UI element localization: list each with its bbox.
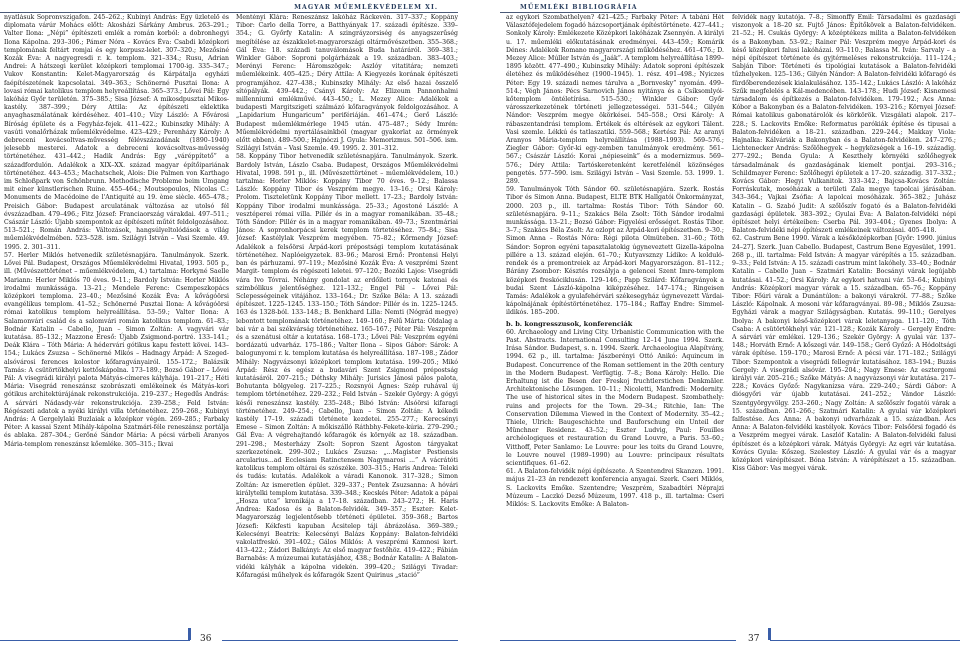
left-footer-bar <box>188 628 191 640</box>
right-header-rule <box>500 12 960 13</box>
right-footer-bar <box>768 628 771 640</box>
left-col2-para-2: 58. Koppány Tibor hetvenedik születésnapjára. Tanulmányok. Szerk. Bardoly István, Lászlo Csaba. Budapest, Országos Műemlékvédelmi Hivatal, 1998. 591 p., ill. (Művészettörténet – műemlékvédelem, 10.) tartalma: Horler Miklós: Koppány Tibor 70 éves. 9–12.; Balassa László: Koppány Tibor és Veszprém megye. 13–16.; Orsi Károly: Prolom. Tiszteletünk Koppány Tibor mellett. 17–23.; Bardoly István: Koppány Tibor irodalmi munkássága. 25–33.; Agostoné László: A vesztéperei római villa. Pillér és in a magyar romanikában. 35–48.; Tóth Sándor: Pillér és in a magyar romanikában. 49–73.; Szentmáriai János: A sopronhorpácsi kerek templom törtetéséhez. 75–84.; Sisa József: Kastélylak Veszprém megyében. 75–82.; Kőrmendy József: Adalékok a felsőörsi Árpád-kori prépostsági templom kutatásának történetéhez. Naplóeigyzetek. 83–96.; Marosi Ernő: Prontensi Helyi ban és párhuzami. 97–119.; Mezősiné Kozák Éva: A veszprémi Szent Margit- templom és régészeti leletei. 97–120.; Bozóki Lajos: Visegrádi vára Ivo Tóvrai. Néhány gondolat az erdőileti tornyok katonai és szimbólikus jelentőséghez. 121–132.; Engel Pál – Lővei Pál: Sclepességeinek vitájához. 133–164.; Dr. Szőke Béla: A 13. századi építészet. 1225–1245. 133–150.; Tóth Sándor: Pillér és in. 1225–1245. 163 és 1328-ból. 133–148.; B. Benkhard Lilla: Nemti (Nógrád megye) lebontott templomának történetéhez. 149–160.; Felű Márta: Oldalag a bai vár a bai székvárság történetéhez. 165–167.; Péter Pál: Veszprém és a szenátusi oltár a kutatása. 168–173.; Lővei Pál: Veszprém egyéni bordázatú udvarház. 175–186.; Valter Ilona – Sipos Gábor: Sárok: A balogunyomi r. k. templom kutatása és helyreállítása. 187–198.; Zádor Mihály: Nagyvázsonyi középkori templom kutatása. 199–205.; Mikó Árpád: Rész és egész a budavári Szent Zsigmond prépostság kutatásáról. 207–215.; Déthsky Mihály: Jurisics Jánosi pálos palota, Bohutanta bölgyeleg. 217–225.; Rozsnyói Ágnes: Szép ruhával új templom történetéhez. 229–232.; Feld István – Szekér György: A gógyi késői reneszánsz kastély. 235–248.; Bibó István: Alsóörsi kifaragi történetéhez. 249–254.; Cabello, Juan – Simon Zoltán: A kékedi kastély 17–19. századi története kezdetei. 255–277.; Kerecsényi Emese – Simon Zoltán: A mőkiszálló Ráthbhy-Fekete-kúria. 279–290.; Gál Éva: A végrehajtandó kőfaragók és környék az 18. században. 291–298.; Mesterházy Zsolt: Sopron Szent Ágoston tárgyakat szerkezetének. 299–302.; Lukács Zsuzsa: „...Magister Pestiensis arcularius...ad Ecclesiam Ratinctensem Nagymarosi ...” A vácrátóti katolikus templom oltárai és szószéke. 303–315.; Haris Andrea: Teleki és tudás: kutatás. Adalékok a váradi Kanonok. 317–328.; Simon Zoltán: Az ismeretlen épület. 329–337.; Pentek Zsuzsanna: A hóvári királytelki templom kutatása. 339–348.; Kecskés Péter: Adatok a pápai „Hosza utca” kronikája a 17–18. században. 243–272.; H. Haris Andrea: Kadosa és a Balaton-felvidék. 349–357.; Eszter: Kelet-Magyarország legjelentősebb történeti épületei. 359–368.; Bartos Józsefi: Kékfesti kapuban Ácsitelep táji ábrázolása. 369–389.; Kelecsényi Beatrix: Kelecsényi Balázs Koppány: Balaton-felvidéki vakolatfreskó. 391–402.; Gálos Miklós: A veszprémi Kamnosi kert. 413–422.; Zádori Balkányi: Az első magyar festőhöz. 419–422.; Fábián Barnabás: A múzeumai kutatásjához, 438.; Bodnár Katalin: A Balaton-vidéki kályhák a kápolna videkén. 399–420.; Szilágyi Tivadar: Kőfaragási műhelyek és kőfaragók Szent Quirinus „stació” <box>236 153 458 579</box>
right-column-1 <box>506 14 724 618</box>
section-heading: b. b. kongresszusok, konferenciák <box>506 319 633 328</box>
left-page-number: 36 <box>200 634 212 644</box>
right-col2-para-1: felvidék nagy kutatója. 7–8.; Simonffy Emil: Társadalmi és gazdasági viszonyok a 18–20 sz. Fujtő János: Építőkövek a Balaton-felvidéken. 21–52.; H. Csukás György: A középtékezs milita a Balaton-felvidéken és a Bakonyban. 53–92.; Rainer Pál: Veszprém megye Árpád-kori és késő középkori falusi lakóházai. 93–110.; Balassa M. Iván: Sarvaly – a népi építészet története és gyjtérmeléses rekonstrukciója. 111–124.; Sabján Tibor: Történeti és tipológiai kutatások a Balaton-felvidéki tűzhelyeken. 125–136.; Gilyén Nándor: A Balaton-felvidéki kőfaragó és fürdőberendezések kialakulásához. 135–142.; Lukács László: A lakóház Szűk megfelelés a Kál-medencében. 143–178.; Hudi József: Kisnemesi társadalom és építkezés a Balaton-felvidéken. 179–192.; Acs Anna: Kóbor a Bakonyban és a Balaton-felvidéken. 193–216.; Környei József: Római katolikus gabonatárolók és körkörök. Vizsgálati alapok. 217–228.; S. Lackovits Emőke: Reformatus parókiák építése és tipusai a Balaton-felvidéken a 18–21. században. 229–244.; Makkay Viola: Hajnalka: Kálváriák a Bakonyban és a Balaton-felvidéken. 247–276.; Lichtenecker András: Szőlőhegyek – hegyközségek a 16–19. századig. 277–292.; Benda Gyula: A Keszthely környéki szőlőhegyek társadalmának és gazdaságának kiemelt pontjai. 293–316.; Schildmayer Ferenc: Szőlőhegyi épületek a 17–20. századig. 317–332.; Kovács Gábor: Hegyi Vulkanitok. 333–342.; Bajcsa-Kovács Zoltán: Forráskutak, mosóházak a területi Zala megye tapolcai járásában. 343–364.; Vajkai Zsófia: A lapolcai mosóházak. 365–382.; Juhász Katalin – G. Szabó Judit: A szőlőszív fogató és a Balaton-felvidéki gazdasági épületek. 383–392.; Gyulai Éva: A Balaton-felvidéki népi építészet helyi értékeiben: Cserba Pál. 393–404.; Gyenes Ibolya: A Balaton-felvidéki népi építészeti emlékeinek változásai. 405–418. <box>732 14 956 235</box>
left-column-2 <box>236 14 458 618</box>
left-running-header: MAGYAR MŰEMLÉKVÉDELEM XI. <box>294 4 438 11</box>
left-footer-rule-2 <box>222 640 458 641</box>
right-col1-para-4: 61. A Balaton-felvidék népi építészete. A Szentendrei Skanzen. 1991. május 21–23 án rendezett konferencia anyagai. Szerk. Cseri Miklós, S. Lackovits Emőke. Szentendre; Veszprém, Szabadtéri Néprajzi Múzeum – Laczkó Dezső Múzeum, 1997. 418 p., ill. tartalma: Cseri Miklós: S. Lackovits Emőke: A Balaton- <box>506 468 724 508</box>
left-header-rule <box>0 12 458 13</box>
left-col1-para-2: 57. Herler Miklós hetvenedik születésnapjára. Tanulmányok. Szerk. Lővei Pál. Budapest, Országos Műemlékvédelmi Hivatal, 1993. 505 p., ill. (Művészettörténet – műemlékvédelem, 4.) tartalma: Horkyné Saelle Mariann: Herler Miklós 70 éves. 9–11.; Bardoly István: Horler Miklós irodalmi munkássága. 13–21.; Mendele Ferenc: Csempeszkopács középkori temploma. 23–40.; Mezősiné Kozák Éva: A kővágóörsi evangélikus templom. 41–52.; Schönerné Pusztai Ilona: A kővágóörsi római katolikus templom helyreállítása. 53–59.; Valter Ilona: A Salamonvári család és a salomvári román katolikus templom. 61–83.; Bodnár Katalin – Cabello, Juan – Simon Zoltán: A vagyvári vár kutatása. 85–132.; Mazzone Ereső: Újabb Zsigmond-portré. 133–141.; Deák Klára – Tóth Mária: A hédervári gótikus kapu festett kövei. 143–154.; Lukács Zsuzsa – Schönerné Mikós – Hadnagy Árpád: A Szeged-alsóvárosi ferences kolostor kőfaragványairól. 155–172.; Balázsik Tamás: A csütörtökhelyi kettőskápolna. 173–189.; Bozsó Gábor – Lővei Pál: A visegrádi királyi palota Mátyás-címeres kályhája. 191–217.; Héti Mária: Visegrád reneszánsz szobrászati emlékeinek és Mátyás-kori gótikus architektúrájának rekonstrukciója. 219–237.; Hegedűs András: A sárvári Nádasdy-vár rekonstrukciója. 239–258.; Feld István: Régészeti adatok a nyéki királyi villa történetéhez. 259–268.; Kubinyi András: A Gergelylaki Buzlaiak a középkor végén. 269–285.; Farbaky Péter: A kassai Szent Mihály-kápolna Szatmári-féle reneszánsz portálja és ablaka. 287–304.; Gerőné Sándor Mária: A pécsi várbeli Aranyos Mária-templom reneszánsz kőemléke. 305–315.; Ikvai <box>4 251 229 448</box>
right-col1-para-2: 59. Tanulmányok Tóth Sándor 60. születésnapjára. Szerk. Rostás Tibor és Simon Anna. Budapest, ELTE BTK Hallgatói Önkormányzat, 2000. 203 p., ill. tartalma: Rostás Tibor: Tóth Sándor 60. születésnapjára. 9–11.; Szakács Béla Zsolt: Tóth Sándor irodalmi munkássága. 13–21.; Bozsó Gábor: Figyelési erősséget. Rostás Tibor. 3–7.; Szakács Béla Zsolt: Az ozlopt az Árpád-kori építészetben. 9–30.; Simon Anna – Rostás Nóra: Régi pilota Olmüteben. 31–60.; Tóth Sándor: Sopron egyéni tapasztalatokig úgyneveztett Gizella-kápolna pillére a 13. század elején. 61–70.; Kutyavsznzy Lídiko: A kolduló-rendek és a premontreiek az Árpád-kori Magyarországon. 81–112.; Bárány Zsombor: Késztés rozsályja a gelencei Szent Imre-templom középkori freskóciklusán. 129–146.; Papp Szilárd: Kőfaragványok a budai Szent László-kápolna kiképzéséhez. 147–174.; Ringeisen Tamás: Adalékok a gyulafehérvári székesegyház úgynevezett Várdai-kápolnájának építéstörténetéhez. 175–184.; Raffay Endre: Simmel-ildikós. 185–200. <box>506 186 724 317</box>
right-running-header: MŰEMLÉKI BIBLIOGRÁFIA <box>520 4 638 11</box>
right-footer-rule <box>500 640 736 641</box>
left-column-1 <box>4 14 229 618</box>
right-footer-rule-2 <box>770 640 960 641</box>
right-col1-para-1: az egykori Szombathelyen? 421–425.; Farbaky Péter: A tabáni Hét Választófejedelem fogadó házcsoportjának építéstörténete. 427–441.; Sonkoly Károly: Emlékezete Középkori lakóházak Zsennyén. A királyi u. 17. műemléki előkutatásának eredményei. 443–459.; Komárik Dénes: Adalékok Romano magyarországi működéséhez. 461–476.; D. Mezey Alice: Múller István és „Jaák”. A templom helyreállítása 1899–1895 között. 477–490.; Kubinszky Mihály: Adatok soproni építészek életéhez és működéséhez (1900–1945). 1. rész. 491–498.; Nyiczes Péter: Egy 19. századi nemes tárulva a „Bornvesky” nyomán. 499–514.; Végh János: Pécs Sarnovich János nyitánya és a Csíksomlyói-kőtemplom öntéletírása. 515–530.; Winkler Gábor: Győr városszerkezetének történeti jellegzetességei. 531–544.; Gilyén Nándor: Veszprém megye ökörkései. 545–558.; Orsi Károly: A rábaszentandrási templom. Értékek és eltérések az egykori Tálent. Vasi szemle. Lékkú és tatlaszatiki. 559–568.; Kertész Pál: Az aranyi Aranyos Mária-templom helyreállítása (1988–1993). 569–576.; Ziegler Gábor: Győr-ki egy-zemben tanulmányok eredmény. 561–567.; Császár László: Korai „népieseink” és a modernizmus. 569–576.; Déry Attila: Tartóskeretenként keretfelénél közönséges pengetés. 577–590. ism. Szilágyi István – Vasi Szemle. 53. 1999. 1. 289. <box>506 14 724 186</box>
right-col2-para-2: 62. Castrum Bene 1990. Várak a későközépkorban [Győr: 1990. június 24–27]. Szerk. Juan Cabello. Budapest, Castrum Bene Egyesület, 1991. 268 p., ill. tartalma: Feld István: A magyar várépítés a 15. században. 9–33.; Feld István: A 15. századi castrum mint lakóhely. 33–40.; Bodnár Katalin – Cabello Juan – Szatmári Katalin: Bocsányi várak legújabb kutatásai. 41–52.; Orsi Károly: Az egykori hatvani vár. 53–64.; Kubinyi András: Középkori magyar várak a 15. században. 65–76.; Koppány Tibor: Főúri várak a Dunántúlon: a bakonyi várakról. 77–88.; Szőke László: Kápolnak. A mosoni vár kőfaragványai. 89–98.; Miklós Zsuzsa: Egyházi várak a magyar Szilágyságban. Kutatás. 99–110.; Gerelyes Ibolya: A bakonyi késő-középkori várak leletanyaga. 111–120.; Tóth Csaba: A csütörtökhelyi vár. 121–128.; Kozák Károly – Gergely Endre: A sárvári vár emlékei. 129–136.; Szekér György: A gyulai vár. 137–148.; Horváth Ernő: A kőszegi vár. 149–158.; Gerő Győző: A Hódoltsági várak építése. 159–170.; Marosi Ernő: A pécsi vár. 171–182.; Szilágyi Tibor: Szempontok a visegrádi fellegvár kutatásához. 183–194.; Buzás Gergely: A visegrádi alsóvár. 195–204.; Nagy Emese: Az esztergomi királyi vár. 205–216.; Szőke Mátyás: A nagyvázsonyi vár kutatása. 217–228.; Kovács Győző: Nagykanizsa vára. 229–240.; Sárdi Gábor: A diósgyőri vár újabb kutatásai. 241–252.; Vándor László: Szentgyörgyvölgy. 253–260.; Nagy Zoltán: A szőlőszív fogatói várak a 15. században. 261–266.; Szatmári Katalin: A gyulai vár középkori falfestése. Ács Anna: A bakonyi udvarházak a 15. században. Ács Anna: A Balaton-felvidéki kastélyok. Kovács Tibor: Felsőörsi fogadó és a Veszprém megyei várak. Laszlóf Katalin: A Balaton-felvidéki falusi építészet és a középkori várak. Mátyás Györgyi: Az egri vár kutatása. Kovács Gyula: Kőszeg. Szelestey László: A gyulai vár és a magyar középkori várépítészet. Bóna István: A várépítészet a 15. században. Kiss Gábor: Vas megyei várak. <box>732 235 956 473</box>
left-col2-para-1: Mentényi Klára: Reneszánsz lakóház Ráckevén. 317–337.; Koppány Tibor: Carlo della Torre, a Batthyányak 17. századi építésze. 339–354.; G. Győrfy Katalin: A szingráyzorsiség és anyagszerűség megítélése az északkelet-magyarországi oltármővészetben. 355–368.; Gál Éva: 18. századi tanuválomások Buda határáról. 369–381.; Winkler Gábor: Soproni polgárházak a 19. században. 383–403.; Merényi Ferenc: Háromszögek: Aszlóy vitatitára; nemzeti műemlékeink. 405–425.; Déry Attila: A Kiegyezés korának építészeti programjához. 427–438.; Kubinszky Mihály: Az első hazai összelő sítópályák. 439–442.; Csányi Károly: Az Elizeum Pannonhalmi millenniumi emlékművé. 443–450.; L. Mezey Alice: Adalékok a budapesti Margitszigeti szálmázó kőfaragványok feldolgozásához. A „Lapidarium Hungaricum” perifériáján. 461–474.; Gerő László: Budapest műemlékmérlege 1945 után. 475–487.; Sédy Imrén: Műemlékvédelmi nyertálásainkból (magyar gyakorlat az örmények előtt ebben). 489–500.; Hajnóczi J. Gyula: Memorizmus. 501–506. ism. Szilágyi István – Vasi Szemle. 49. 1995. 2. 301–312. <box>236 14 458 153</box>
right-col1-para-3: 60. Archaeology and Living City. Urbanistic Communication with the Past. Abstracts. International Consulting 12–14 June 1994. Szerk. Irása Sándor. Budapest, s. n. 1994. Szerk. Archaeologiua Alapítvány, 1994. 62 p., ill. tartalma: Jászberényi Ottó Anikó: Aquincum in Budapest. Concurrence of the Roman settlement in the 20th century in the Modern Budapest. Verfügtig. 7–8.; Bona Károly: Hello. Die Erhaltung ist die Besen der Freskoj fruchtlerstichen Denkmäler. Architektonische Lösungen. 10–11.; Nicoletti, Manfredi: Modernity. The use of historical sites in the Modern Budapest. Szombathely: ruins and projects for the Town. 29–34.; Ritchie, Ian: The Conservation Dilemma Viewed in the Context of Modernity. 35–42.; Thiele, Ulrich: Baugeschichte und Bauforschung ein Unteil der Münchner Residenz. 43–52.; Eszter Ludvig, Paul: Fouilles archéologiques et restauration du Grand Louvre, a Paris. 53–60.; Vitthoff, Peter Sanlamo: Le Louvre: pour les toits du Grand Louvre, le Louvre nouvel (1989–1990) au Louvre: principaux résultats scientifiques. 61–62. <box>506 328 724 467</box>
left-footer-rule <box>0 640 190 641</box>
left-col1-para-1: nyatlásuk Sopronvszigafon. 245–262.; Kubinyi András: Egy üzletelő és diplomata várúr Mohács előtt: Akosházi Sárkány Ambrus. 263–291.; Valter Ilona: „Népi” építészeti emlék a román korból: a dobronhegyi Ilona Kápolna. 293–306.; Pámer Nóra – Kovács Éva: Csabdi középkori templomának feltárt romjai és egy korpusz-lelet. 307–320.; Mezősiné Kozák Éva: A nagyegresdi r. k. templom. 321–334.; Rusu, Adrian Andrei: A hátszegi kerület középkori templomai 1700-ig. 335–347.; Vukov Konstantin: Kelet-Magyarország és Kárpátalja egyházi faépítészetének kapcsolatai. 349–363.; Schönerné Pusztai Ilona: A lovasi római katolikus templom helyreállítása. 365–373.; Lővei Pál: Egy lakóház Győr területén. 375–385.; Sisa József: A mikosdpusztai Mikos-kastély. 387–399.; Déry Attila: Az építészeti eklektika anyaghasználatának kérdéséhez. 401–410.; Vízy László: A Fővárosi Bíróság épülete és a Fegyház-fejek. 411–422.; Kubinszky Mihály: A vasúti vonalőrházak műemlékvédelme. 423–429.; Perenházy Károly: A debreceni kovácsoltvas-művesség félévszázadának (1890–1940) jelesebb mesterei. Adatok a debreceni kovácsoltvas-művesség történetéhez. 431–442.; Hadik András: Egy „váréppítető” a századfordulón. Adalékok a XIX–XX. század magyar építőipariának történetéhez. 443–453.; Machatschek, Alois: Die Palmen von Karthago im Schloßpark von Schönbrunn. Methodische Probleme beim Umgang mit einer künstlerischen Ruine. 455–464.; Moutsopoulos, Nicolas C.: Monuments de Macédoine de l'Antiquité au 19. ème siècle. 465–478.; Preisich Gábor: Budapest arculatának változása az utolsó fél évszázadban. 479–496.; Fitz József: Franciaország várakdai. 497–511.; Császár László: Újabb szempontok az építészeti műtét feldolgozásához. 513–521.; Román András: Változások, hangsúlyeltolódások a világ műemlékvédelmében. 523–528. ism. Szilágyi István – Vasi Szemle. 49. 1995. 2. 301–311. <box>4 14 229 251</box>
right-column-2 <box>732 14 956 618</box>
right-page-number: 37 <box>748 634 760 644</box>
